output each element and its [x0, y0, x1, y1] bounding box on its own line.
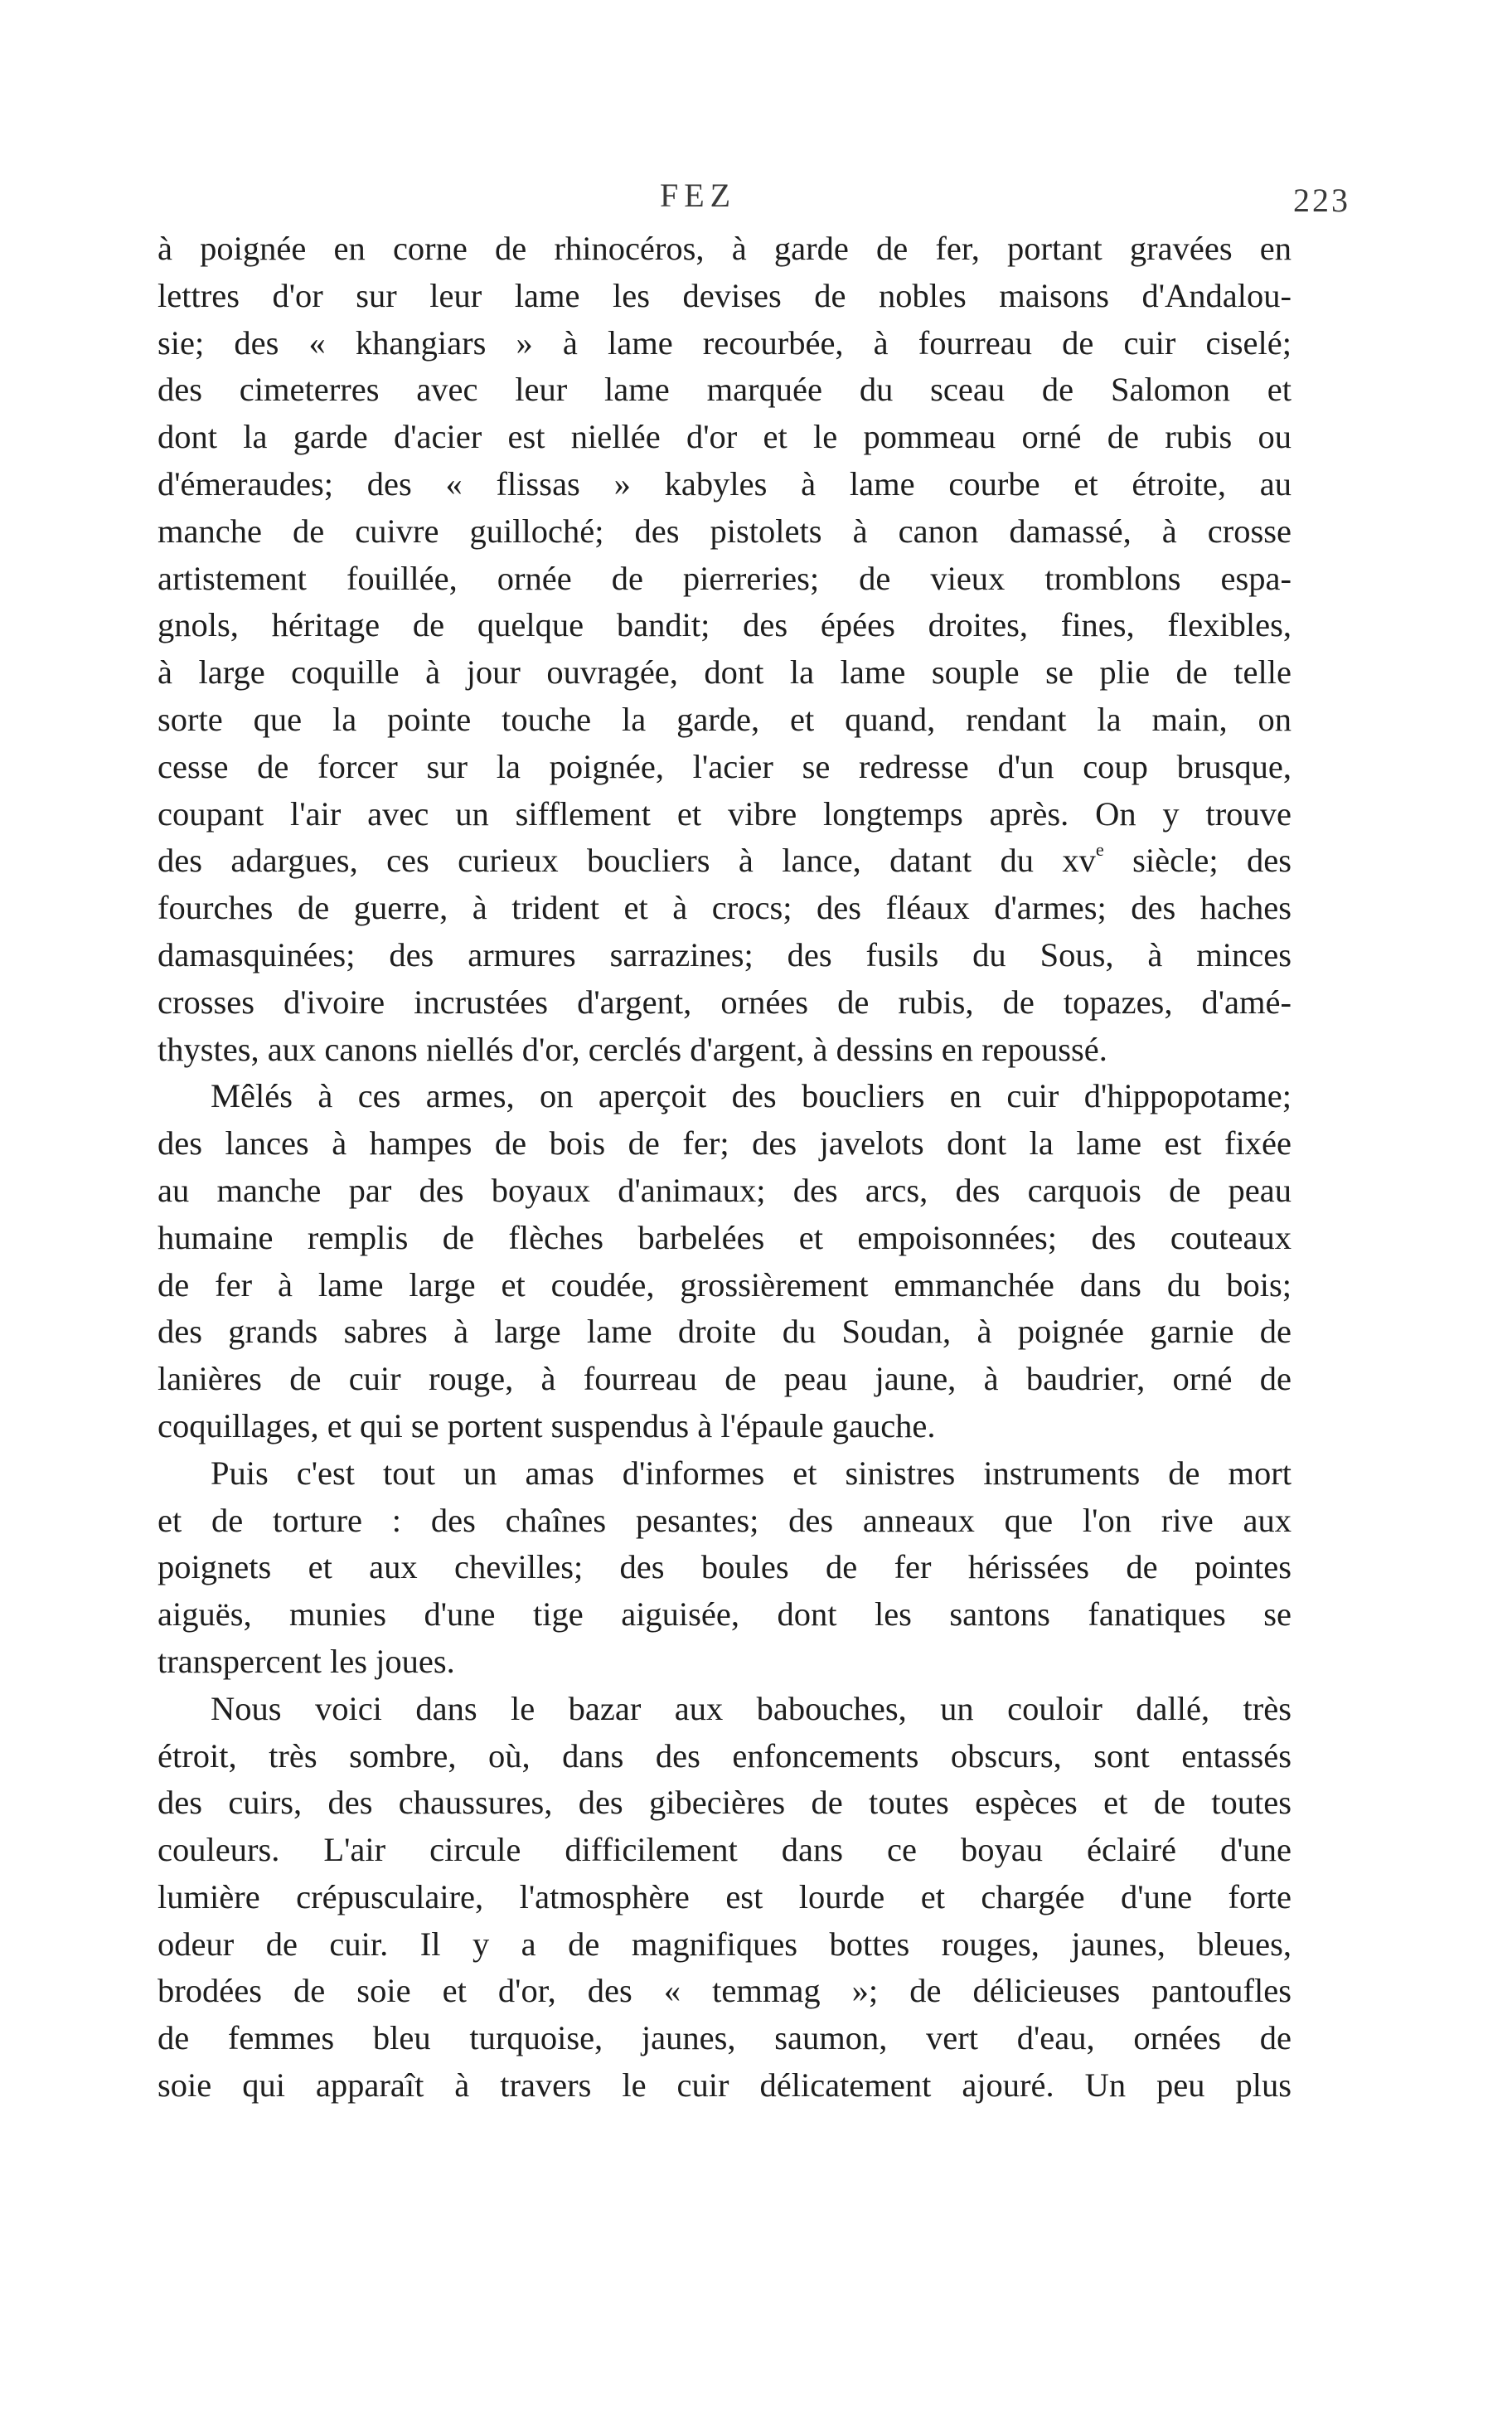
text-line: des lances à hampes de bois de fer; des javelots dont la lame est fixée — [158, 1124, 1292, 1163]
text-line: dont la garde d'acier est niellée d'or et le pommeau orné de rubis ou — [158, 418, 1292, 456]
text-line: à poignée en corne de rhinocéros, à garde de fer, portant gravées en — [158, 230, 1292, 267]
text-line: sie; des « khangiars » à lame recourbée, à fourreau de cuir ciselé; — [158, 323, 1292, 362]
text-line: transpercent les joues. — [158, 1642, 455, 1680]
text-line: humaine remplis de flèches barbelées et empoisonnées; des couteaux — [158, 1218, 1292, 1256]
text-line: manche de cuivre guilloché; des pistolets à canon damassé, à crosse — [158, 512, 1292, 550]
text-line: Nous voici dans le bazar aux babouches, un couloir dallé, très — [211, 1689, 1292, 1727]
text-line: poignets et aux chevilles; des boules de fer hérissées de pointes — [158, 1548, 1292, 1586]
text-line: thystes, aux canons niellés d'or, cerclés d'argent, à dessins en repoussé. — [158, 1030, 1107, 1068]
text-line: à large coquille à jour ouvragée, dont la lame souple se plie de telle — [158, 653, 1292, 692]
text-line: artistement fouillée, ornée de pierreries; de vieux tromblons espa- — [158, 559, 1292, 597]
text-line: lumière crépusculaire, l'atmosphère est lourde et chargée d'une forte — [158, 1877, 1292, 1915]
text-line: de fer à lame large et coudée, grossièrement emmanchée dans du bois; — [158, 1265, 1292, 1304]
text-line: des cuirs, des chaussures, des gibecières de toutes espèces et de toutes — [158, 1784, 1292, 1822]
text-line: coquillages, et qui se portent suspendus à l'épaule gauche. — [158, 1406, 936, 1444]
text-line: gnols, héritage de quelque bandit; des épées droites, fines, flexibles, — [158, 606, 1292, 644]
text-line: des adargues, ces curieux boucliers à lance, datant du $xv^e$ siècle; des — [158, 839, 1292, 880]
text-line: Mêlés à ces armes, on aperçoit des boucliers en cuir d'hippopotame; — [211, 1077, 1292, 1115]
text-line: coupant l'air avec un sifflement et vibre longtemps après. On y trouve — [158, 794, 1292, 833]
text-line: fourches de guerre, à trident et à crocs; des fléaux d'armes; des haches — [158, 889, 1292, 927]
text-line: d'émeraudes; des « flissas » kabyles à lame courbe et étroite, au — [158, 464, 1292, 503]
text-line: soie qui apparaît à travers le cuir délicatement ajouré. Un peu plus — [158, 2066, 1292, 2105]
running-title: FEZ — [660, 177, 737, 214]
text-line: au manche par des boyaux d'animaux; des arcs, des carquois de peau — [158, 1171, 1292, 1209]
text-line: damasquinées; des armures sarrazines; des fusils du Sous, à minces — [158, 935, 1292, 973]
text-line: étroit, très sombre, où, dans des enfoncements obscurs, sont entassés — [158, 1736, 1292, 1775]
text-line: cesse de forcer sur la poignée, l'acier se redresse d'un coup brusque, — [158, 747, 1292, 785]
body-text — [158, 226, 1292, 2110]
text-line: couleurs. L'air circule difficilement dans ce boyau éclairé d'une — [158, 1831, 1292, 1869]
text-line: lettres d'or sur leur lame les devises de nobles maisons d'Andalou- — [158, 276, 1292, 314]
text-line: sorte que la pointe touche la garde, et quand, rendant la main, on — [158, 700, 1292, 738]
text-line: aiguës, munies d'une tige aiguisée, dont les santons fanatiques se — [158, 1595, 1292, 1634]
page-header — [0, 176, 1512, 226]
text-line: Puis c'est tout un amas d'informes et sinistres instruments de mort — [211, 1454, 1292, 1492]
text-line: des cimeterres avec leur lame marquée du sceau de Salomon et — [158, 371, 1292, 409]
text-line: des grands sabres à large lame droite du Soudan, à poignée garnie de — [158, 1313, 1292, 1351]
text-line: lanières de cuir rouge, à fourreau de peau jaune, à baudrier, orné de — [158, 1360, 1292, 1398]
text-line: odeur de cuir. Il y a de magnifiques bottes rouges, jaunes, bleues, — [158, 1925, 1292, 1963]
text-line: crosses d'ivoire incrustées d'argent, ornées de rubis, de topazes, d'amé- — [158, 983, 1292, 1021]
text-line: et de torture : des chaînes pesantes; des anneaux que l'on rive aux — [158, 1501, 1292, 1539]
text-line: de femmes bleu turquoise, jaunes, saumon, vert d'eau, ornées de — [158, 2019, 1292, 2057]
text-line: brodées de soie et d'or, des « temmag »; de délicieuses pantoufles — [158, 1972, 1292, 2010]
page-number: 223 — [1293, 182, 1350, 219]
